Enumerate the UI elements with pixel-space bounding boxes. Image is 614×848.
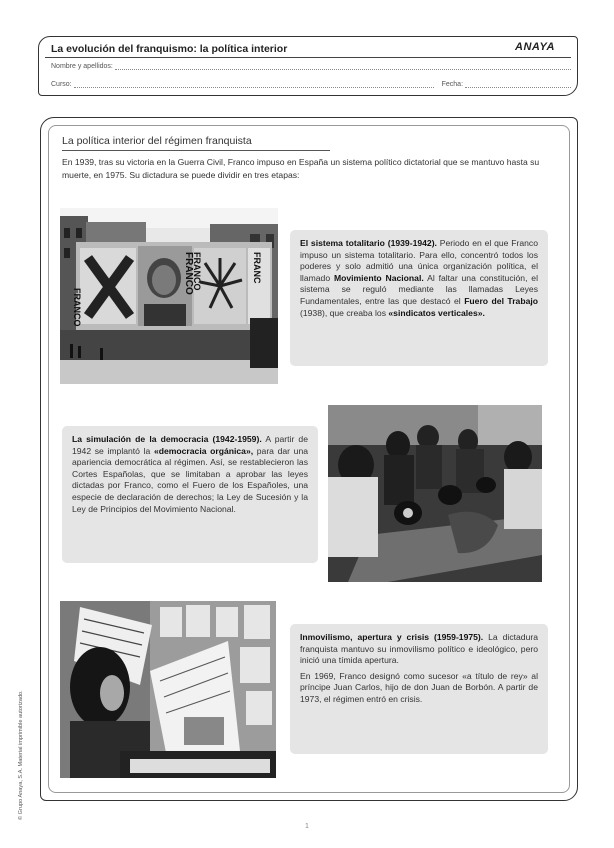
date-label: Fecha: — [441, 81, 464, 88]
stage-bold-term: Movimiento Nacional. — [333, 272, 424, 283]
stage-text-fragment: A partir de 1942 se implantó la — [72, 434, 308, 456]
stage-immobilism-box — [290, 624, 548, 754]
name-label: Nombre y apellidos: — [51, 63, 113, 70]
page-number: 1 — [305, 823, 309, 830]
stage-totalitarian-heading: El sistema totalitario (1939-1942). — [300, 238, 437, 248]
stage-bold-term: Fuero del Trabajo — [464, 295, 538, 306]
stage-immobilism-paragraph-2: En 1969, Franco designó como sucesor «a título de rey» al príncipe Juan Carlos, hijo de don Juan de Borbón. A partir de 1973, el régimen entró en crisis. — [300, 670, 538, 704]
stage-text-fragment: Al faltar una constitución, el sistema se reguló mediante las llamadas Leyes Fundamentales, entre las que destacó el — [300, 272, 538, 306]
stage-text-fragment: La dictadura franquista mantuvo su inmovilismo político e ideológico, pero inició una tímida apertura. — [300, 632, 538, 666]
date-blank[interactable] — [465, 81, 571, 88]
stage-totalitarian-text — [300, 238, 538, 319]
name-blank[interactable] — [115, 63, 571, 70]
stage-democracy-box — [62, 426, 318, 563]
header-divider — [45, 57, 571, 58]
intro-paragraph: En 1939, tras su victoria en la Guerra Civil, Franco impuso en España un sistema político dictatorial que se mantuvo hasta su muerte, en 1975. Su dictadura se puede dividir en tres etapas: — [62, 157, 540, 180]
stage-totalitarian-box — [290, 230, 548, 366]
stage-bold-term: «democracia orgánica», — [153, 445, 254, 456]
sewing-workshop-photo — [328, 405, 542, 582]
stage-immobilism-text — [300, 632, 538, 667]
section-title-underline — [62, 150, 330, 151]
stage-text-fragment: para dar una apariencia democrática al régimen. Así, se restablecieron las Cortes Españolas, que se limitaban a aprobar las leyes dictadas por Franco, como el Fuero de los Españoles, una especie de declaración de derechos; la Ley de Sucesión y la Ley de Principios del Movimiento Nacional. — [72, 445, 309, 514]
publisher-logo: ANAYA — [515, 41, 555, 53]
franco-posters-photo — [60, 208, 278, 384]
name-field[interactable] — [51, 63, 571, 70]
copyright-note: © Grupo Anaya, S.A. Material imprimible autorizado. — [18, 690, 24, 820]
worksheet-header — [38, 36, 578, 96]
course-label: Curso: — [51, 81, 72, 88]
worksheet-title: La evolución del franquismo: la política interior — [51, 43, 288, 55]
newspaper-kiosk-photo — [60, 601, 276, 778]
poster-text-edge: FRANC — [252, 252, 262, 284]
stage-bold-term: «sindicatos verticales». — [388, 307, 485, 318]
stage-text-fragment: (1938), que creaba los — [300, 307, 389, 318]
course-blank[interactable] — [74, 81, 434, 88]
stage-text-fragment: Periodo en el que Franco impuso un sistema totalitario. Para ello, concentró todos los poderes y solo admitió una única organización política, el llamado — [300, 238, 538, 283]
stage-democracy-heading: La simulación de la democracia (1942-1959). — [72, 434, 262, 444]
poster-text-right: FRANCO — [192, 252, 202, 291]
poster-text-left: FRANCO — [72, 288, 82, 327]
stage-immobilism-heading: Inmovilismo, apertura y crisis (1959-1975). — [300, 632, 484, 642]
poster-text-center: FRANCO — [183, 252, 194, 295]
stage-democracy-text — [72, 434, 308, 515]
section-title: La política interior del régimen franquista — [62, 135, 252, 147]
course-date-row — [51, 81, 571, 88]
